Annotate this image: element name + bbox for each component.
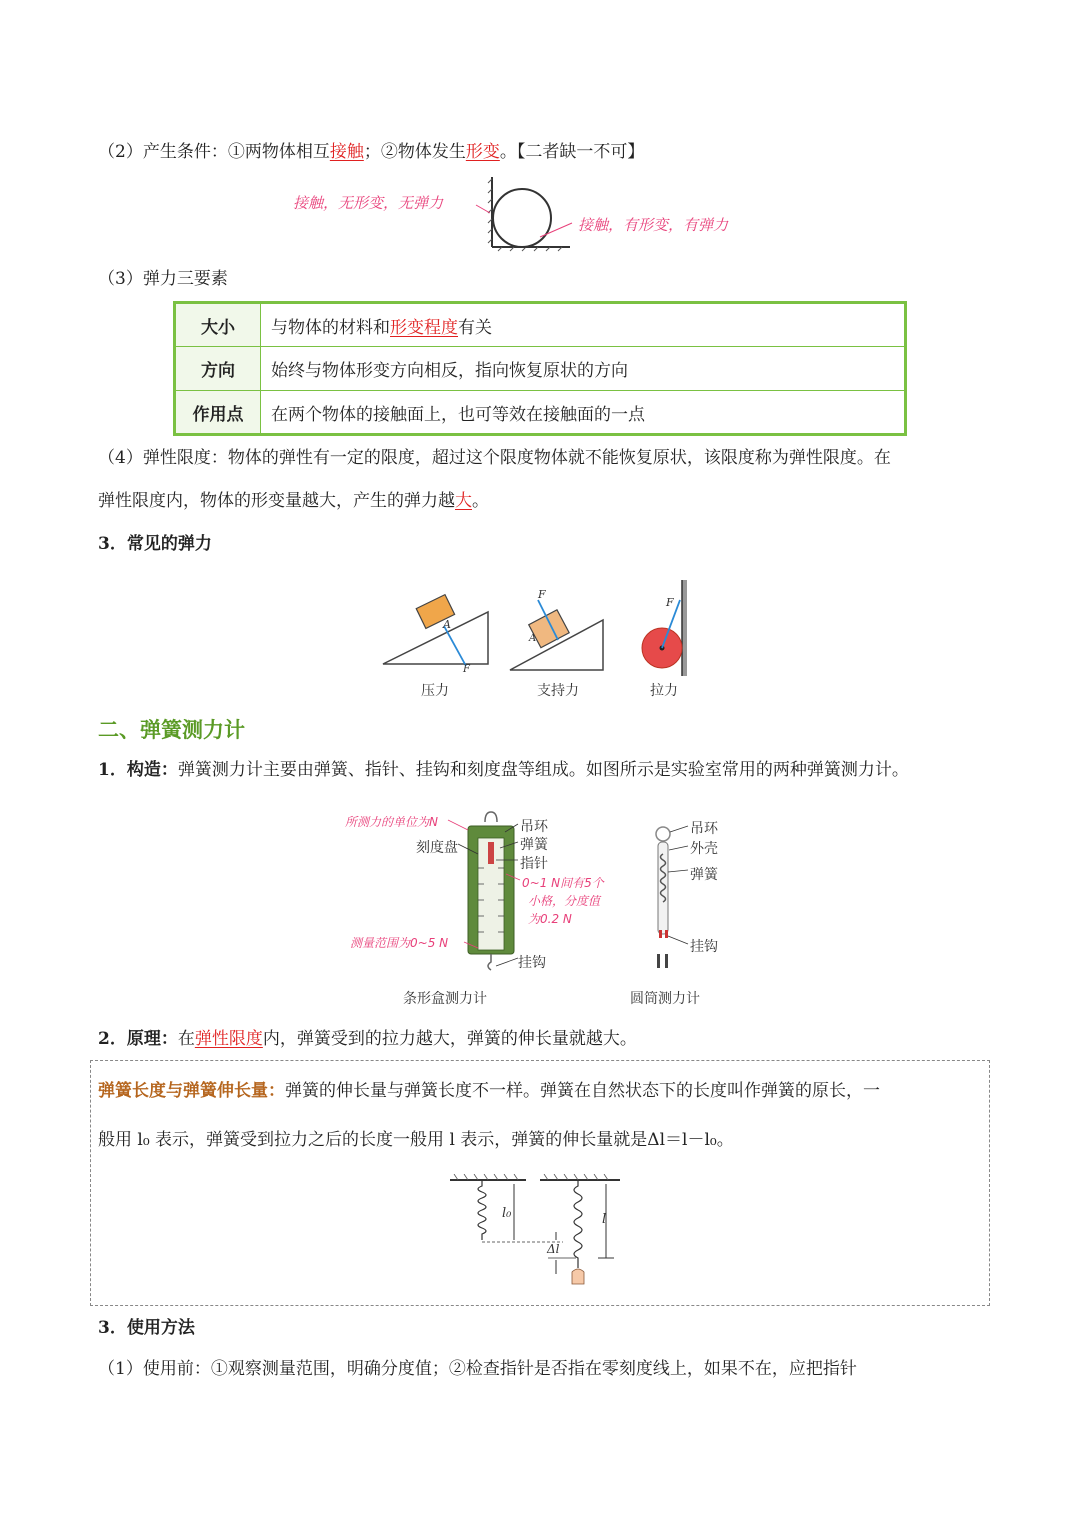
label-a2: A <box>529 633 537 644</box>
note-line-1: 弹簧长度与弹簧伸长量：弹簧的伸长量与弹簧长度不一样。弹簧在自然状态下的长度叫作弹簧的原长，一 <box>98 1081 880 1101</box>
section-heading: 二、弹簧测力计 <box>98 718 245 742</box>
three-elements-title: （3）弹力三要素 <box>98 269 228 289</box>
table-row <box>175 347 906 391</box>
hook2-label: 挂钩 <box>690 939 718 955</box>
ring-label: 吊环 <box>520 819 548 835</box>
division-note-2: 小格，分度值 <box>528 894 601 908</box>
usage-title: 3．使用方法 <box>98 1318 195 1338</box>
division-note-1: 0~1 N间有5个 <box>522 876 604 890</box>
label-dl: Δl <box>547 1242 560 1256</box>
hook-label: 挂钩 <box>518 955 546 971</box>
usage-line-1: （1）使用前：①观察测量范围，明确分度值；②检查指针是否指在零刻度线上，如果不在，应把指针 <box>98 1359 857 1379</box>
term-contact: 接触 <box>329 142 364 162</box>
table-row <box>175 391 906 435</box>
row-key: 作用点 <box>175 391 261 435</box>
dial-label: 刻度盘 <box>416 840 458 856</box>
fig1-left-note: 接触，无形变，无弹力 <box>293 194 444 212</box>
label-l0: l₀ <box>502 1206 512 1221</box>
division-note-3: 为0.2 N <box>528 912 572 926</box>
limit-line-1: （4）弹性限度：物体的弹性有一定的限度，超过这个限度物体就不能恢复原状，该限度称为弹性限度。在 <box>98 448 891 468</box>
label-f3: F <box>666 596 674 609</box>
note-line-2: 般用 l₀ 表示，弹簧受到拉力之后的长度一般用 l 表示，弹簧的伸长量就是Δl＝l－l₀。 <box>98 1130 734 1150</box>
label-f2: F <box>538 588 546 601</box>
caption-support: 支持力 <box>537 683 579 699</box>
caption-pressure: 压力 <box>421 683 449 699</box>
caption-tension: 拉力 <box>650 683 678 699</box>
table-row <box>175 303 906 347</box>
principle-line: 2．原理：在弹性限度内，弹簧受到的拉力越大，弹簧的伸长量就越大。 <box>98 1029 637 1049</box>
row-value: 与物体的材料和形变程度有关 <box>261 303 906 347</box>
row-key: 方向 <box>175 347 261 391</box>
caption-tube-scale: 圆筒测力计 <box>630 991 700 1007</box>
row-value: 在两个物体的接触面上，也可等效在接触面的一点 <box>261 391 906 435</box>
label-a1: A <box>443 618 451 631</box>
spring2-label: 弹簧 <box>690 867 718 883</box>
pointer-label: 指针 <box>520 856 548 872</box>
fig1-right-note: 接触，有形变，有弹力 <box>578 216 729 234</box>
label-f1: F <box>463 664 470 675</box>
limit-line-2: 弹性限度内，物体的形变量越大，产生的弹力越大。 <box>98 491 489 511</box>
range-note: 测量范围为0~5 N <box>350 936 449 950</box>
elements-table <box>173 301 907 436</box>
shell-label: 外壳 <box>690 841 718 857</box>
ball-wall-figure <box>470 175 580 255</box>
spring-label: 弹簧 <box>520 837 548 853</box>
unit-note: 所测力的单位为N <box>345 815 438 829</box>
term-deform: 形变 <box>465 142 500 162</box>
row-key: 大小 <box>175 303 261 347</box>
common-forces-title: 3．常见的弹力 <box>98 534 212 554</box>
condition-line: （2）产生条件：①两物体相互接触；②物体发生形变。【二者缺一不可】 <box>98 142 645 162</box>
ring2-label: 吊环 <box>690 821 718 837</box>
caption-box-scale: 条形盒测力计 <box>403 991 487 1007</box>
note-title: 弹簧长度与弹簧伸长量： <box>98 1081 285 1101</box>
label-l: l <box>602 1212 607 1227</box>
row-value: 始终与物体形变方向相反，指向恢复原状的方向 <box>261 347 906 391</box>
structure-line: 1．构造：弹簧测力计主要由弹簧、指针、挂钩和刻度盘等组成。如图所示是实验室常用的两种弹簧测力计。 <box>98 760 909 780</box>
spring-elongation-figure <box>448 1174 628 1294</box>
